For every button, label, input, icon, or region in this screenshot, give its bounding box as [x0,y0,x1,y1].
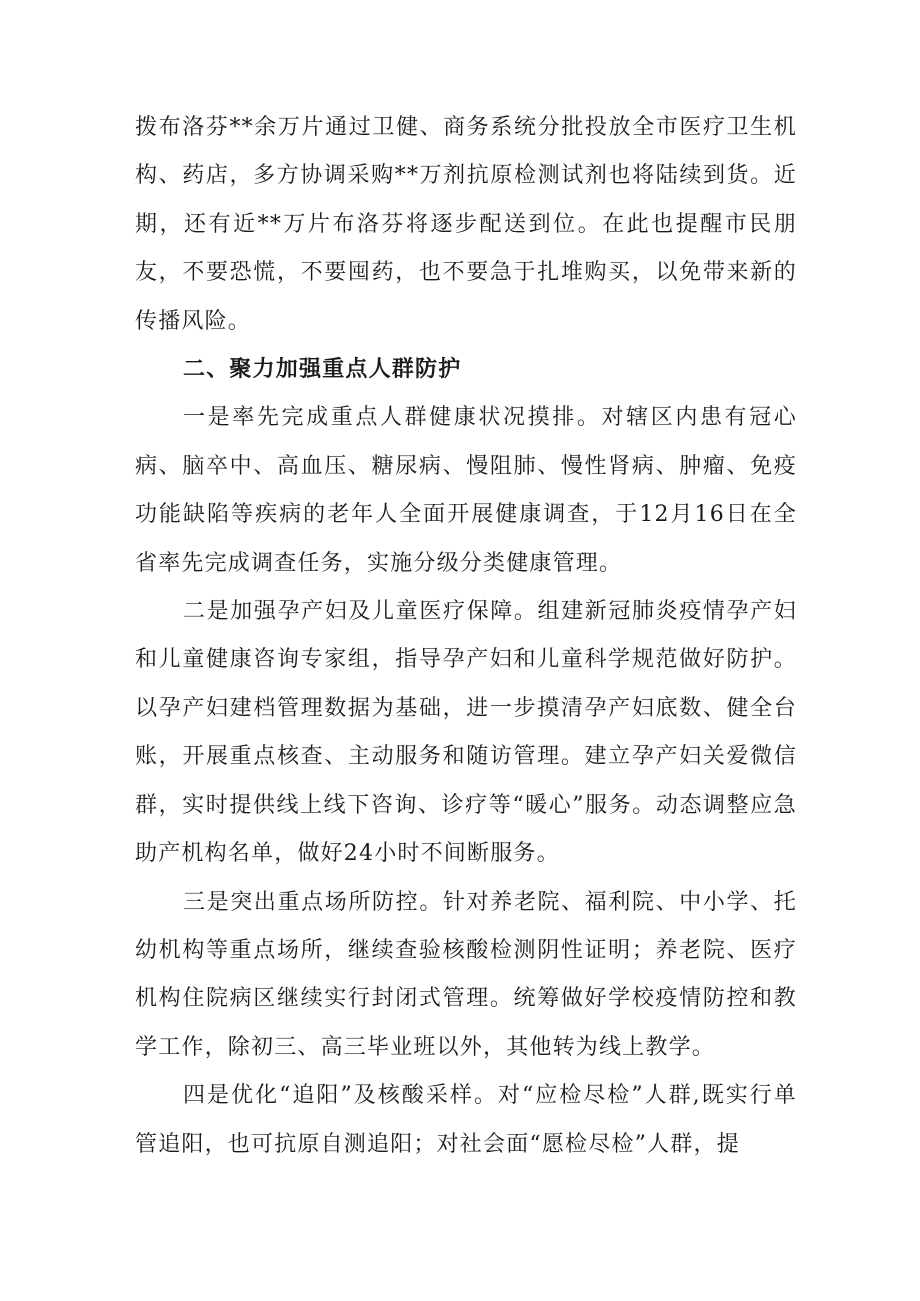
body-paragraph-health-screening: 一是率先完成重点人群健康状况摸排。对辖区内患有冠心病、脑卒中、高血压、糖尿病、慢阻肺、慢性肾病、肿瘤、免疫功能缺陷等疾病的老年人全面开展健康调查，于12月16日在全省率先完成调查任务，实施分级分类健康管理。 [135,405,797,576]
body-paragraph-key-venues: 三是突出重点场所防控。针对养老院、福利院、中小学、托幼机构等重点场所，继续查验核酸检测阴性证明；养老院、医疗机构住院病区继续实行封闭式管理。统筹做好学校疫情防控和教学工作，除初三、高三毕业班以外，其他转为线上教学。 [135,889,797,1060]
body-paragraph-testing: 四是优化“追阳”及核酸采样。对“应检尽检”人群,既实行单管追阳，也可抗原自测追阳；对社会面“愿检尽检”人群，提 [135,1083,797,1157]
body-paragraph-medicine-supply: 拨布洛芬**余万片通过卫健、商务系统分批投放全市医疗卫生机构、药店，多方协调采购**万剂抗原检测试剂也将陆续到货。近期，还有近**万片布洛芬将逐步配送到位。在此也提醒市民朋友，不要恐慌，不要囤药，也不要急于扎堆购买，以免带来新的传播风险。 [135,115,797,334]
section-heading-key-groups: 二、聚力加强重点人群防护 [183,357,462,383]
body-paragraph-maternal-child-care: 二是加强孕产妇及儿童医疗保障。组建新冠肺炎疫情孕产妇和儿童健康咨询专家组，指导孕产妇和儿童科学规范做好防护。以孕产妇建档管理数据为基础，进一步摸清孕产妇底数、健全台账，开展重点核查、主动服务和随访管理。建立孕产妇关爱微信群，实时提供线上线下咨询、诊疗等“暖心”服务。动态调整应急助产机构名单，做好24小时不间断服务。 [135,599,797,867]
document-body [135,104,797,1169]
